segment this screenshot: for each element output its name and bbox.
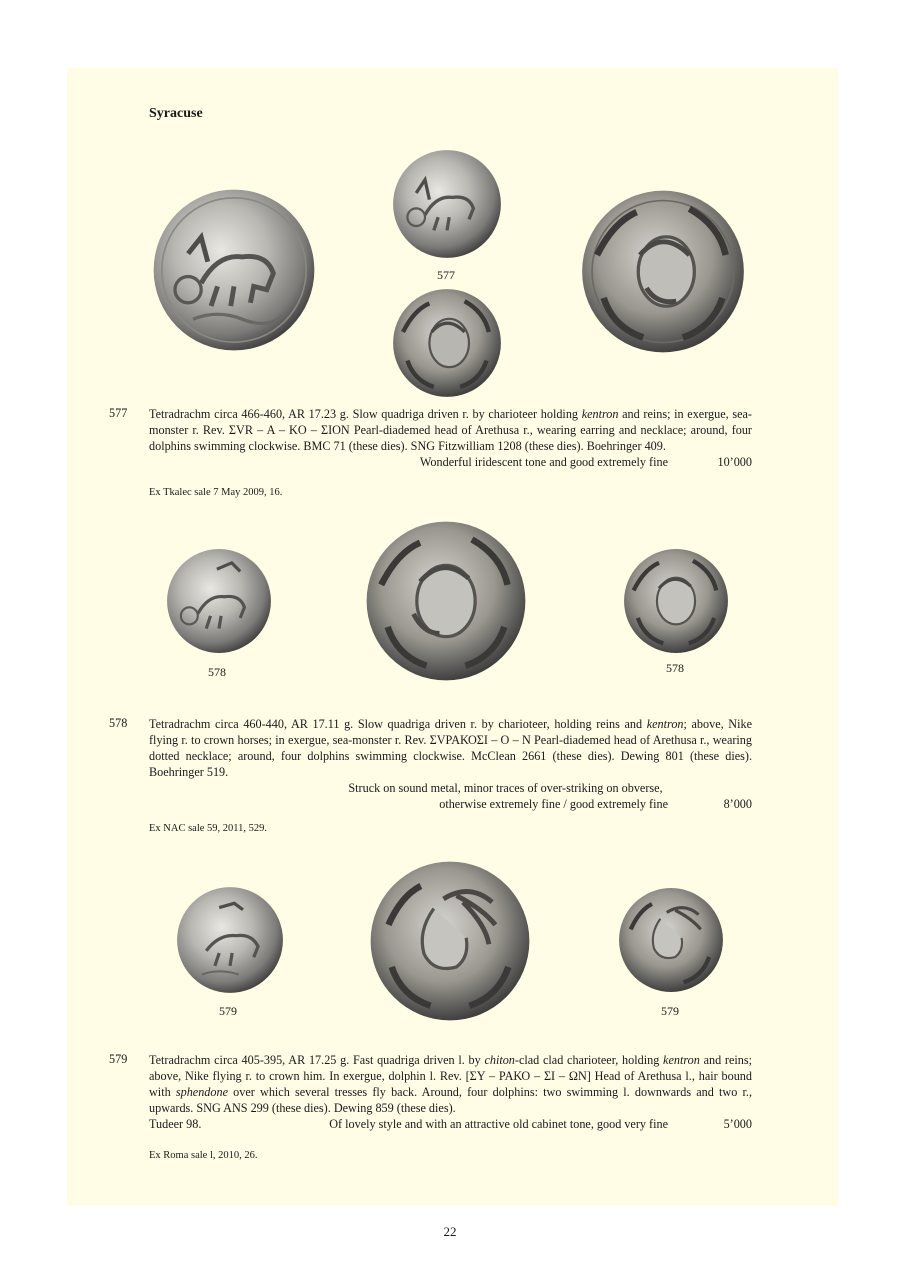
desc-579-part4: over which several tresses fly back. Around, four dolphins: two swimming l. downwards and two r., upwards. SNG ANS 299 (these dies). Dewing 859 (these dies). (149, 1085, 752, 1115)
coin-579-reverse-large (369, 858, 531, 1024)
coin-578-reverse-large (360, 520, 532, 682)
price-577: 10’000 (717, 455, 752, 469)
lot-number-579: 579 (109, 1052, 128, 1066)
coin-caption-577: 577 (437, 268, 455, 282)
coin-579-reverse-small (618, 885, 724, 995)
coin-577-obverse-small (392, 148, 502, 260)
term-kentron: kentron (646, 717, 684, 731)
desc-578-part2: ; above, Nike flying r. to crown horses; in exergue, sea-monster r. Rev. ΣVΡΑΚΟΣΙ – Ο – Ν Pearl-diademed head of Arethusa r., wearing dotted necklace; around, four dolphins swimming clockwise. McClean 2661 (these dies). Dewing 801 (these dies). Boehringer 519. (149, 717, 752, 779)
coin-caption-578-right: 578 (666, 661, 684, 675)
grade-line-578b (149, 796, 752, 812)
page-number: 22 (443, 1224, 457, 1239)
coin-577-reverse-large (578, 189, 748, 354)
term-sphendone: sphendone (175, 1085, 228, 1099)
desc-579-part3: and reins; above, Nike flying r. to crown him. In exergue, dolphin l. Rev. [ΣΥ – ΡΑΚΟ – ΣΙ – ΩΝ] Head of Arethusa l., hair bound with (149, 1053, 752, 1099)
grade-577: Wonderful iridescent tone and good extremely fine (419, 455, 668, 469)
coin-578-reverse-small (621, 548, 731, 654)
coin-caption-578-left: 578 (208, 665, 226, 679)
coin-caption-579-right: 579 (661, 1004, 679, 1018)
coin-578-obverse (166, 545, 272, 657)
lot-description-579 (149, 1052, 752, 1132)
grade-line-578a (149, 780, 752, 796)
lot-description-577 (149, 406, 752, 470)
grade-579: Of lovely style and with an attractive old cabinet tone, good very fine (329, 1117, 668, 1131)
provenance-578: Ex NAC sale 59, 2011, 529. (149, 823, 268, 834)
desc-579-part1: Tetradrachm circa 405-395, AR 17.25 g. Fast quadriga driven l. by (149, 1053, 485, 1067)
coin-caption-579-left: 579 (219, 1004, 237, 1018)
grade-578-line2: otherwise extremely fine / good extremely fine (439, 797, 668, 811)
coin-577-obverse-large (152, 186, 316, 354)
grade-line-577 (149, 454, 752, 470)
coin-577-reverse-small (392, 288, 502, 398)
desc-577-part2: and reins; in exergue, sea-monster r. Rev. ΣVR – A – KO – ΣION Pearl-diademed head of Arethusa r., wearing earring and necklace; around, four dolphins swimming clockwise. BMC 71 (these dies). SNG Fitzwilliam 1208 (these dies). Boehringer 409. (149, 407, 752, 453)
reference-579-tudeer: Tudeer 98. (149, 1117, 202, 1131)
lot-number-577: 577 (109, 406, 128, 420)
grade-line-579 (149, 1116, 752, 1132)
provenance-577: Ex Tkalec sale 7 May 2009, 16. (149, 487, 283, 498)
term-kentron: kentron (663, 1053, 700, 1067)
coin-579-obverse (176, 886, 284, 994)
term-kentron: kentron (581, 407, 619, 421)
desc-577-part1: Tetradrachm circa 466-460, AR 17.23 g. Slow quadriga driven r. by charioteer holding (149, 407, 582, 421)
term-chiton: chiton (484, 1053, 515, 1067)
price-579: 5’000 (723, 1117, 752, 1131)
grade-578-line1: Struck on sound metal, minor traces of over-striking on obverse, (348, 781, 663, 795)
desc-579-part2: -clad clad charioteer, holding (514, 1053, 664, 1067)
section-title: Syracuse (149, 106, 203, 121)
provenance-579: Ex Roma sale l, 2010, 26. (149, 1150, 258, 1161)
price-578: 8’000 (723, 797, 752, 811)
desc-578-part1: Tetradrachm circa 460-440, AR 17.11 g. Slow quadriga driven r. by charioteer, holding reins and (149, 717, 647, 731)
lot-number-578: 578 (109, 716, 128, 730)
lot-description-578 (149, 716, 752, 812)
